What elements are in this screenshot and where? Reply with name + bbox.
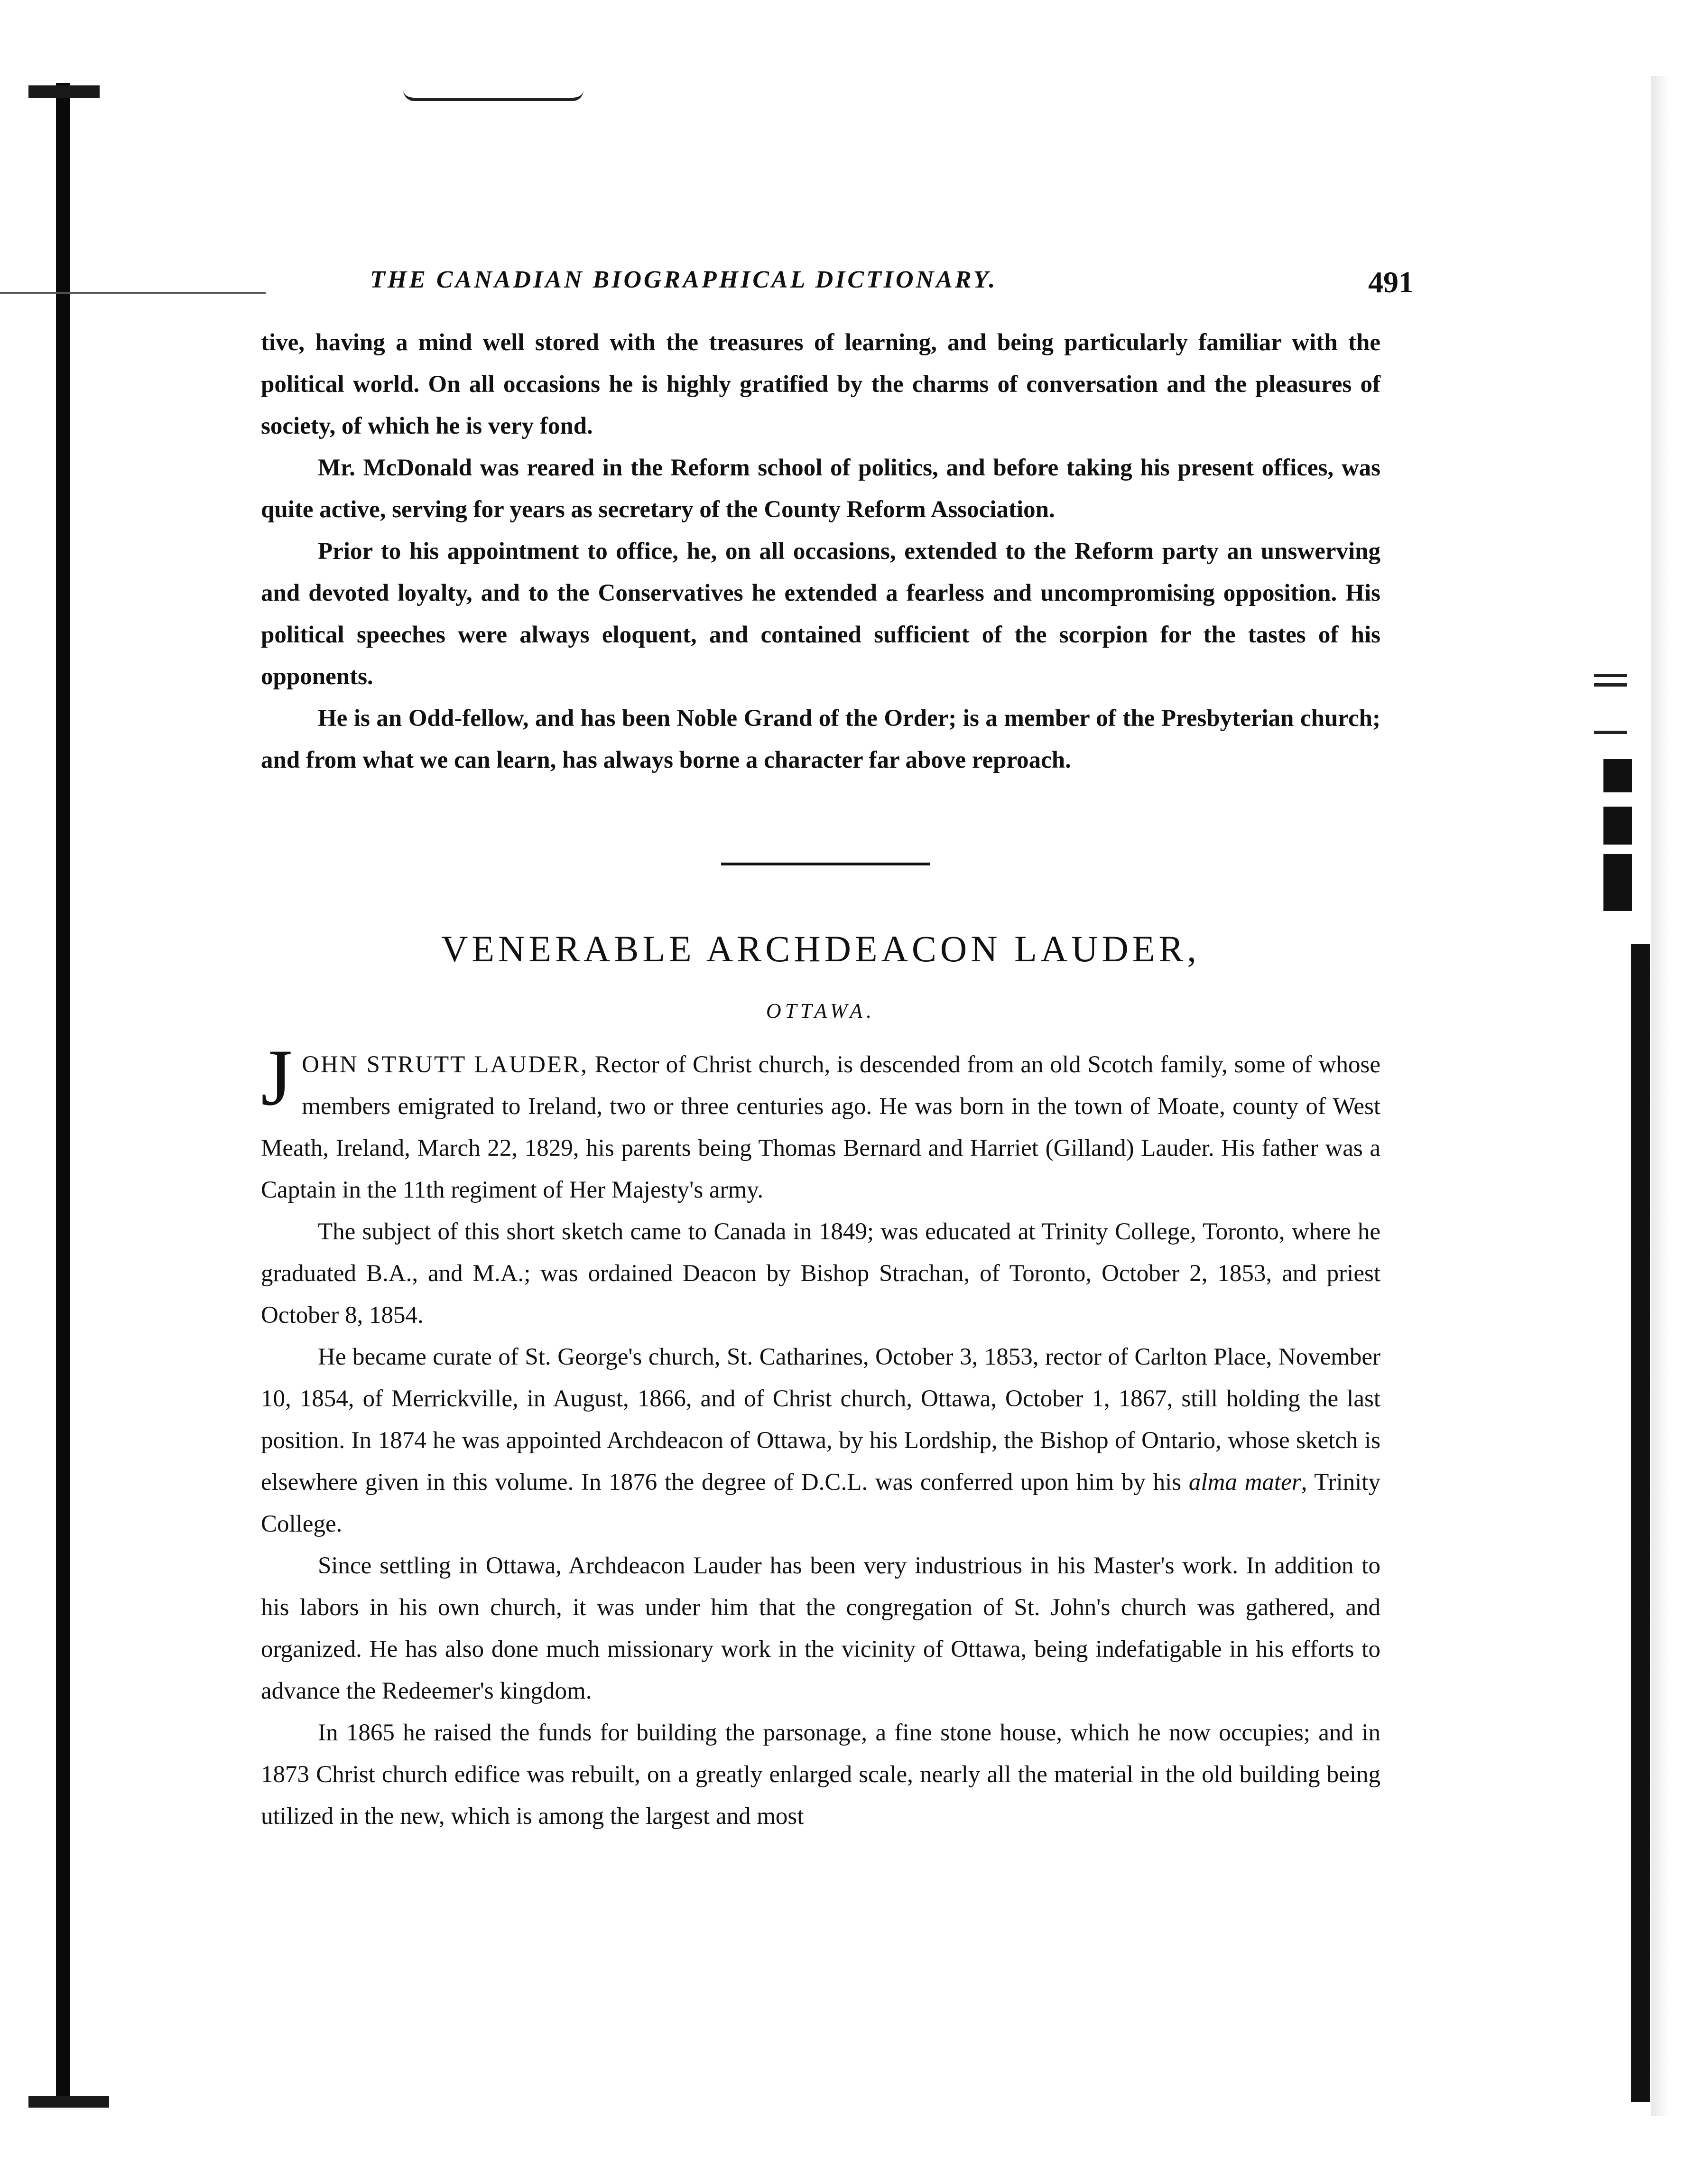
lead-caps: OHN STRUTT LAUDER, [302, 1051, 588, 1078]
binding-shadow-bar [56, 83, 70, 2102]
section-divider [721, 863, 930, 865]
page-edge-shadow [1651, 76, 1670, 2116]
paragraph: In 1865 he raised the funds for building the parsonage, a fine stone house, which he now occupies; and in 1873 Christ church edifice was rebuilt, on a greatly enlarged scale, nearly all the material in the old building being utilized in the new, which is among the largest and most [261, 1719, 1380, 1830]
paragraph: Mr. McDonald was reared in the Reform school of politics, and before taking his present offices, was quite active, serving for years as secretary of the County Reform Association. [261, 455, 1380, 523]
paragraph: The subject of this short sketch came to Canada in 1849; was educated at Trinity College, Toronto, where he graduated B.A., and M.A.; was ordained Deacon by Bishop Strachan, of Toronto, October 2, 1853, and priest October 8, 1854. [261, 1218, 1380, 1329]
paragraph: Prior to his appointment to office, he, on all occasions, extended to the Reform party an unswerving and devoted loyalty, and to the Conservatives he extended a fearless and uncompromising opposition. His political speeches were always eloquent, and contained sufficient of the scorpion for the tastes of his opponents. [261, 538, 1380, 690]
paragraph-text: , Trinity College. [261, 1469, 1381, 1537]
paragraph [261, 1033, 1380, 1211]
page-edge-bar [1631, 944, 1650, 2102]
binding-shadow-top [28, 85, 100, 98]
scan-rule [0, 292, 266, 294]
page-number: 491 [1368, 265, 1414, 299]
scan-smudge [403, 90, 583, 101]
paragraph-text: Rector of Christ church, is descended from an old Scotch family, some of whose members emigrated to Ireland, two or three centuries ago. He was born in the town of Moate, county of West Meath, Ireland, March 22, 1829, his parents being Thomas Bernard and Harriet (Gilland) Lauder. His father was a Captain in the 11th regiment of Her Majesty's army. [261, 1051, 1380, 1203]
article-place: OTTAWA. [766, 999, 876, 1022]
page-edge-block [1603, 759, 1632, 792]
page-edge-tick [1594, 683, 1627, 687]
page-edge-tick [1594, 731, 1627, 734]
article-body [261, 1033, 1381, 1837]
binding-shadow-bottom [28, 2096, 109, 2108]
running-title: THE CANADIAN BIOGRAPHICAL DICTIONARY. [370, 266, 998, 293]
page-edge-block [1603, 807, 1632, 845]
italic-phrase: alma mater [1188, 1469, 1301, 1496]
paragraph: Since settling in Ottawa, Archdeacon Lauder has been very industrious in his Master's work. In addition to his labors in his own church, it was under him that the congregation of St. John's church was gathered, and organized. He has also done much missionary work in the vicinity of Ottawa, being indefatigable in his efforts to advance the Redeemer's kingdom. [261, 1552, 1380, 1704]
page-edge-tick [1594, 674, 1627, 677]
article-title: VENERABLE ARCHDEACON LAUDER, [441, 928, 1200, 969]
running-header [266, 256, 1414, 304]
page-edge-block [1603, 854, 1632, 911]
paragraph [261, 1336, 1380, 1545]
paragraph-text: He became curate of St. George's church, St. Catharines, October 3, 1853, rector of Carlton Place, November 10, 1854, of Merrickville, in August, 1866, and of Christ church, Ottawa, October 1, 1867, still holding the last position. In 1874 he was appointed Archdeacon of Ottawa, by his Lordship, the Bishop of Ontario, whose sketch is elsewhere given in this volume. In 1876 the degree of D.C.L. was conferred upon him by his [261, 1344, 1380, 1496]
continued-text [261, 322, 1380, 781]
paragraph: He is an Odd-fellow, and has been Noble Grand of the Order; is a member of the Presbyterian church; and from what we can learn, has always borne a character far above reproach. [261, 705, 1380, 773]
drop-cap: J [261, 1033, 293, 1122]
paragraph: tive, having a mind well stored with the treasures of learning, and being particularly familiar with the political world. On all occasions he is highly gratified by the charms of conversation and the pleasures of society, of which he is very fond. [261, 329, 1380, 439]
